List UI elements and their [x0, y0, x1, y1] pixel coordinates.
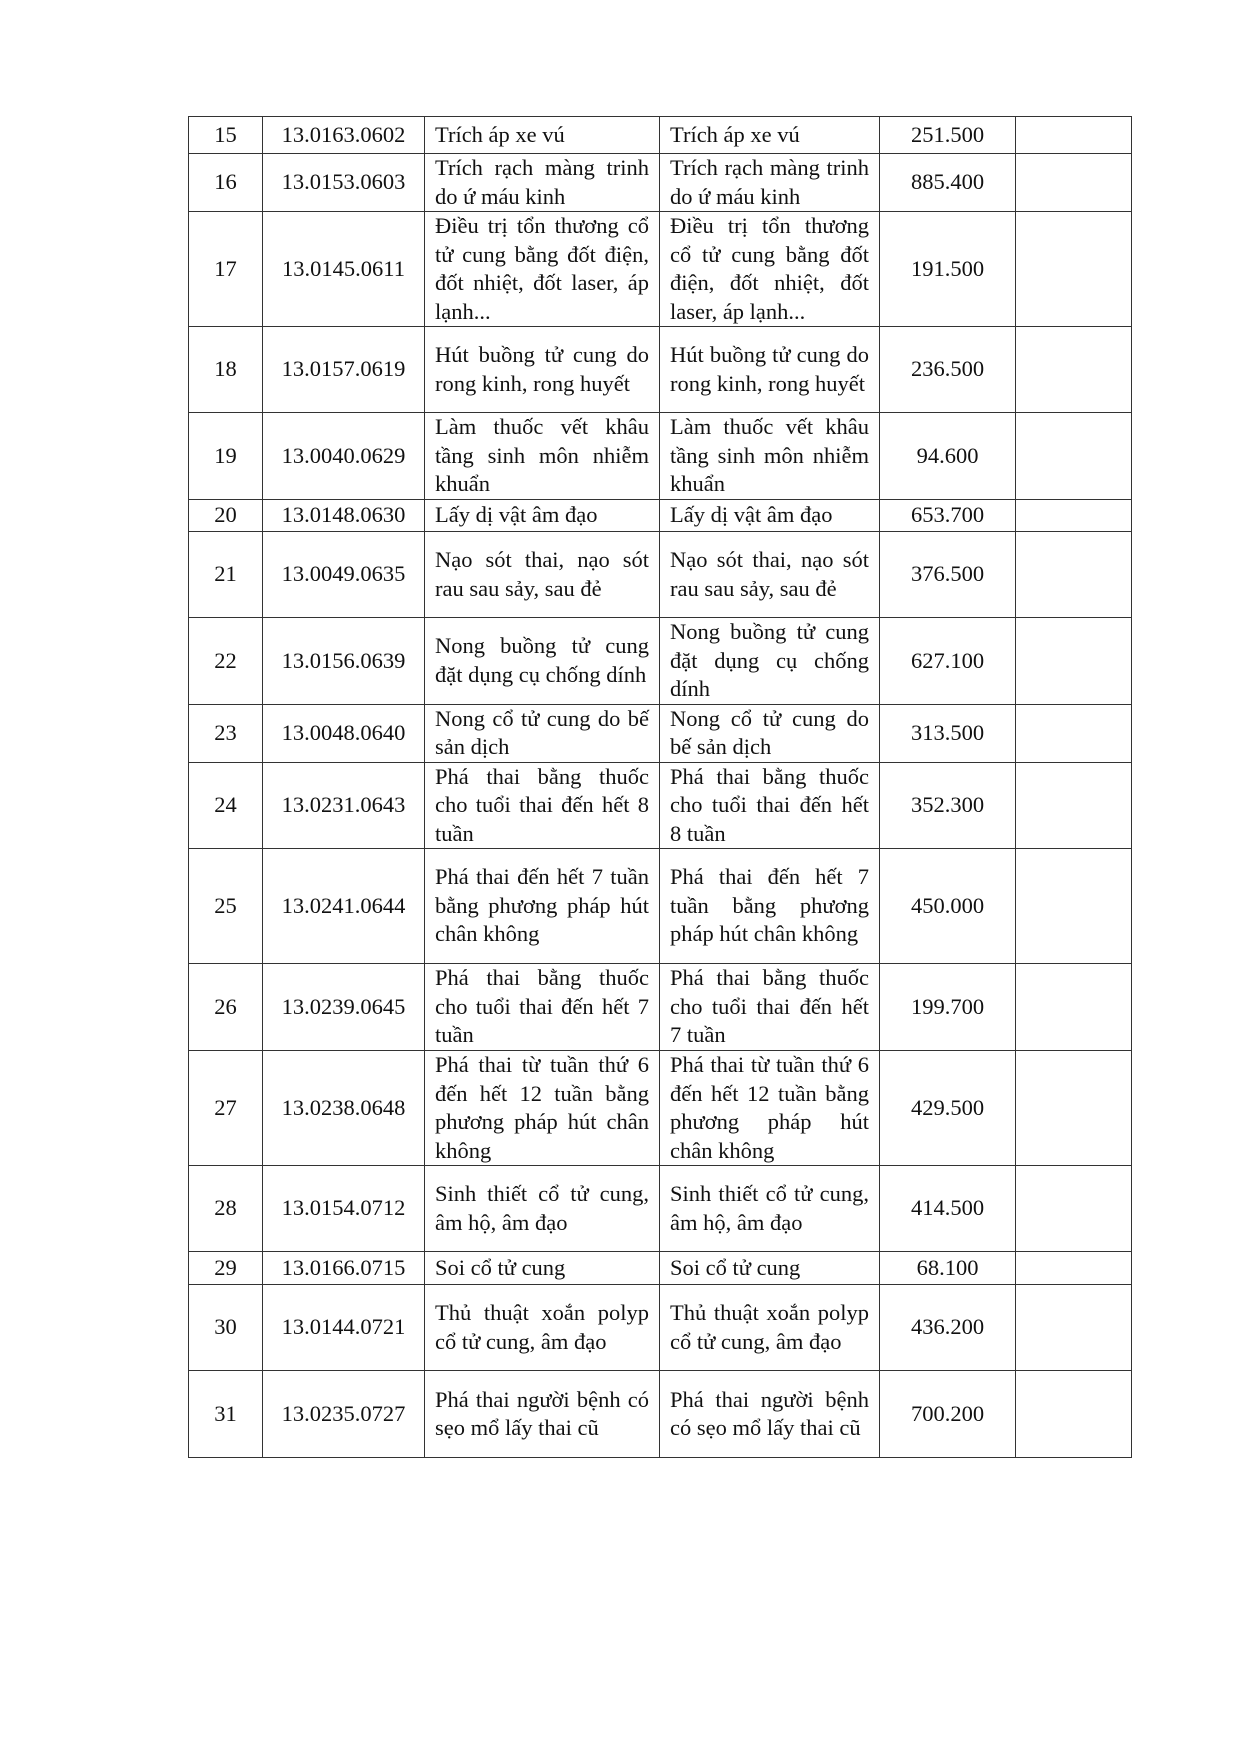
cell-service-name: Nong buồng tử cung đặt dụng cụ chống dính	[425, 618, 660, 705]
cell-code: 13.0156.0639	[263, 618, 425, 705]
cell-code: 13.0153.0603	[263, 154, 425, 212]
cell-service-name-alt: Nong cổ tử cung do bế sản dịch	[660, 704, 880, 762]
cell-code: 13.0145.0611	[263, 212, 425, 327]
cell-note	[1016, 618, 1132, 705]
cell-service-name-alt: Phá thai đến hết 7 tuần bằng phương pháp hút chân không	[660, 849, 880, 964]
cell-service-name-alt: Phá thai bằng thuốc cho tuổi thai đến hết 8 tuần	[660, 762, 880, 849]
cell-price: 450.000	[880, 849, 1016, 964]
cell-stt: 26	[189, 964, 263, 1051]
cell-stt: 31	[189, 1371, 263, 1458]
cell-service-name: Thủ thuật xoắn polyp cổ tử cung, âm đạo	[425, 1285, 660, 1371]
cell-stt: 15	[189, 117, 263, 154]
cell-service-name-alt: Nạo sót thai, nạo sót rau sau sảy, sau đẻ	[660, 532, 880, 618]
cell-service-name: Trích rạch màng trinh do ứ máu kinh	[425, 154, 660, 212]
cell-stt: 16	[189, 154, 263, 212]
table-row	[189, 212, 1132, 327]
cell-service-name-alt: Nong buồng tử cung đặt dụng cụ chống dính	[660, 618, 880, 705]
cell-note	[1016, 849, 1132, 964]
cell-note	[1016, 762, 1132, 849]
table-row	[189, 500, 1132, 532]
cell-service-name: Sinh thiết cổ tử cung, âm hộ, âm đạo	[425, 1166, 660, 1252]
cell-code: 13.0144.0721	[263, 1285, 425, 1371]
cell-service-name-alt: Lấy dị vật âm đạo	[660, 500, 880, 532]
cell-price: 199.700	[880, 964, 1016, 1051]
cell-service-name: Phá thai bằng thuốc cho tuổi thai đến hết 7 tuần	[425, 964, 660, 1051]
cell-service-name-alt: Thủ thuật xoắn polyp cổ tử cung, âm đạo	[660, 1285, 880, 1371]
table-row	[189, 327, 1132, 413]
cell-note	[1016, 1051, 1132, 1166]
cell-code: 13.0166.0715	[263, 1252, 425, 1285]
cell-note	[1016, 1166, 1132, 1252]
cell-stt: 25	[189, 849, 263, 964]
cell-service-name: Điều trị tổn thương cổ tử cung bằng đốt điện, đốt nhiệt, đốt laser, áp lạnh...	[425, 212, 660, 327]
cell-code: 13.0040.0629	[263, 413, 425, 500]
cell-price: 236.500	[880, 327, 1016, 413]
cell-service-name-alt: Phá thai từ tuần thứ 6 đến hết 12 tuần bằng phương pháp hút chân không	[660, 1051, 880, 1166]
cell-price: 700.200	[880, 1371, 1016, 1458]
cell-price: 429.500	[880, 1051, 1016, 1166]
cell-code: 13.0239.0645	[263, 964, 425, 1051]
cell-stt: 27	[189, 1051, 263, 1166]
cell-code: 13.0154.0712	[263, 1166, 425, 1252]
cell-price: 251.500	[880, 117, 1016, 154]
cell-code: 13.0231.0643	[263, 762, 425, 849]
cell-code: 13.0238.0648	[263, 1051, 425, 1166]
cell-stt: 30	[189, 1285, 263, 1371]
cell-price: 191.500	[880, 212, 1016, 327]
table-row	[189, 117, 1132, 154]
table-row	[189, 762, 1132, 849]
cell-price: 352.300	[880, 762, 1016, 849]
cell-service-name: Phá thai từ tuần thứ 6 đến hết 12 tuần bằng phương pháp hút chân không	[425, 1051, 660, 1166]
cell-service-name-alt: Trích áp xe vú	[660, 117, 880, 154]
cell-stt: 29	[189, 1252, 263, 1285]
cell-service-name: Soi cổ tử cung	[425, 1252, 660, 1285]
cell-service-name: Phá thai đến hết 7 tuần bằng phương pháp hút chân không	[425, 849, 660, 964]
cell-price: 627.100	[880, 618, 1016, 705]
cell-stt: 22	[189, 618, 263, 705]
cell-price: 436.200	[880, 1285, 1016, 1371]
table-row	[189, 1285, 1132, 1371]
cell-service-name-alt: Phá thai bằng thuốc cho tuổi thai đến hết 7 tuần	[660, 964, 880, 1051]
table-row	[189, 1252, 1132, 1285]
cell-stt: 23	[189, 704, 263, 762]
cell-note	[1016, 154, 1132, 212]
cell-price: 313.500	[880, 704, 1016, 762]
cell-service-name-alt: Làm thuốc vết khâu tầng sinh môn nhiễm khuẩn	[660, 413, 880, 500]
cell-price: 885.400	[880, 154, 1016, 212]
cell-price: 94.600	[880, 413, 1016, 500]
cell-service-name-alt: Sinh thiết cổ tử cung, âm hộ, âm đạo	[660, 1166, 880, 1252]
table-row	[189, 1166, 1132, 1252]
cell-stt: 18	[189, 327, 263, 413]
cell-service-name: Nạo sót thai, nạo sót rau sau sảy, sau đẻ	[425, 532, 660, 618]
cell-code: 13.0163.0602	[263, 117, 425, 154]
cell-code: 13.0148.0630	[263, 500, 425, 532]
cell-code: 13.0049.0635	[263, 532, 425, 618]
cell-note	[1016, 1252, 1132, 1285]
cell-service-name-alt: Hút buồng tử cung do rong kinh, rong huyết	[660, 327, 880, 413]
cell-note	[1016, 327, 1132, 413]
table-row	[189, 532, 1132, 618]
cell-service-name: Trích áp xe vú	[425, 117, 660, 154]
cell-note	[1016, 500, 1132, 532]
table-row	[189, 1051, 1132, 1166]
service-price-table	[188, 116, 1132, 1458]
table-body	[189, 117, 1132, 1458]
cell-note	[1016, 1285, 1132, 1371]
cell-service-name: Lấy dị vật âm đạo	[425, 500, 660, 532]
cell-note	[1016, 704, 1132, 762]
table-row	[189, 618, 1132, 705]
cell-price: 653.700	[880, 500, 1016, 532]
cell-code: 13.0235.0727	[263, 1371, 425, 1458]
cell-service-name: Phá thai bằng thuốc cho tuổi thai đến hết 8 tuần	[425, 762, 660, 849]
cell-code: 13.0157.0619	[263, 327, 425, 413]
cell-note	[1016, 1371, 1132, 1458]
cell-note	[1016, 413, 1132, 500]
table-row	[189, 704, 1132, 762]
cell-stt: 28	[189, 1166, 263, 1252]
table-row	[189, 964, 1132, 1051]
table-row	[189, 154, 1132, 212]
cell-service-name-alt: Soi cổ tử cung	[660, 1252, 880, 1285]
cell-service-name-alt: Phá thai người bệnh có sẹo mổ lấy thai cũ	[660, 1371, 880, 1458]
table-row	[189, 413, 1132, 500]
cell-code: 13.0241.0644	[263, 849, 425, 964]
cell-code: 13.0048.0640	[263, 704, 425, 762]
cell-service-name: Hút buồng tử cung do rong kinh, rong huyết	[425, 327, 660, 413]
table-row	[189, 849, 1132, 964]
cell-stt: 19	[189, 413, 263, 500]
cell-price: 414.500	[880, 1166, 1016, 1252]
cell-stt: 21	[189, 532, 263, 618]
cell-service-name: Phá thai người bệnh có sẹo mổ lấy thai cũ	[425, 1371, 660, 1458]
cell-service-name: Nong cổ tử cung do bế sản dịch	[425, 704, 660, 762]
cell-service-name-alt: Trích rạch màng trinh do ứ máu kinh	[660, 154, 880, 212]
cell-price: 376.500	[880, 532, 1016, 618]
cell-stt: 17	[189, 212, 263, 327]
cell-note	[1016, 117, 1132, 154]
cell-stt: 20	[189, 500, 263, 532]
cell-note	[1016, 532, 1132, 618]
cell-service-name-alt: Điều trị tổn thương cổ tử cung bằng đốt điện, đốt nhiệt, đốt laser, áp lạnh...	[660, 212, 880, 327]
cell-note	[1016, 964, 1132, 1051]
cell-note	[1016, 212, 1132, 327]
cell-price: 68.100	[880, 1252, 1016, 1285]
table-row	[189, 1371, 1132, 1458]
cell-service-name: Làm thuốc vết khâu tầng sinh môn nhiễm khuẩn	[425, 413, 660, 500]
cell-stt: 24	[189, 762, 263, 849]
